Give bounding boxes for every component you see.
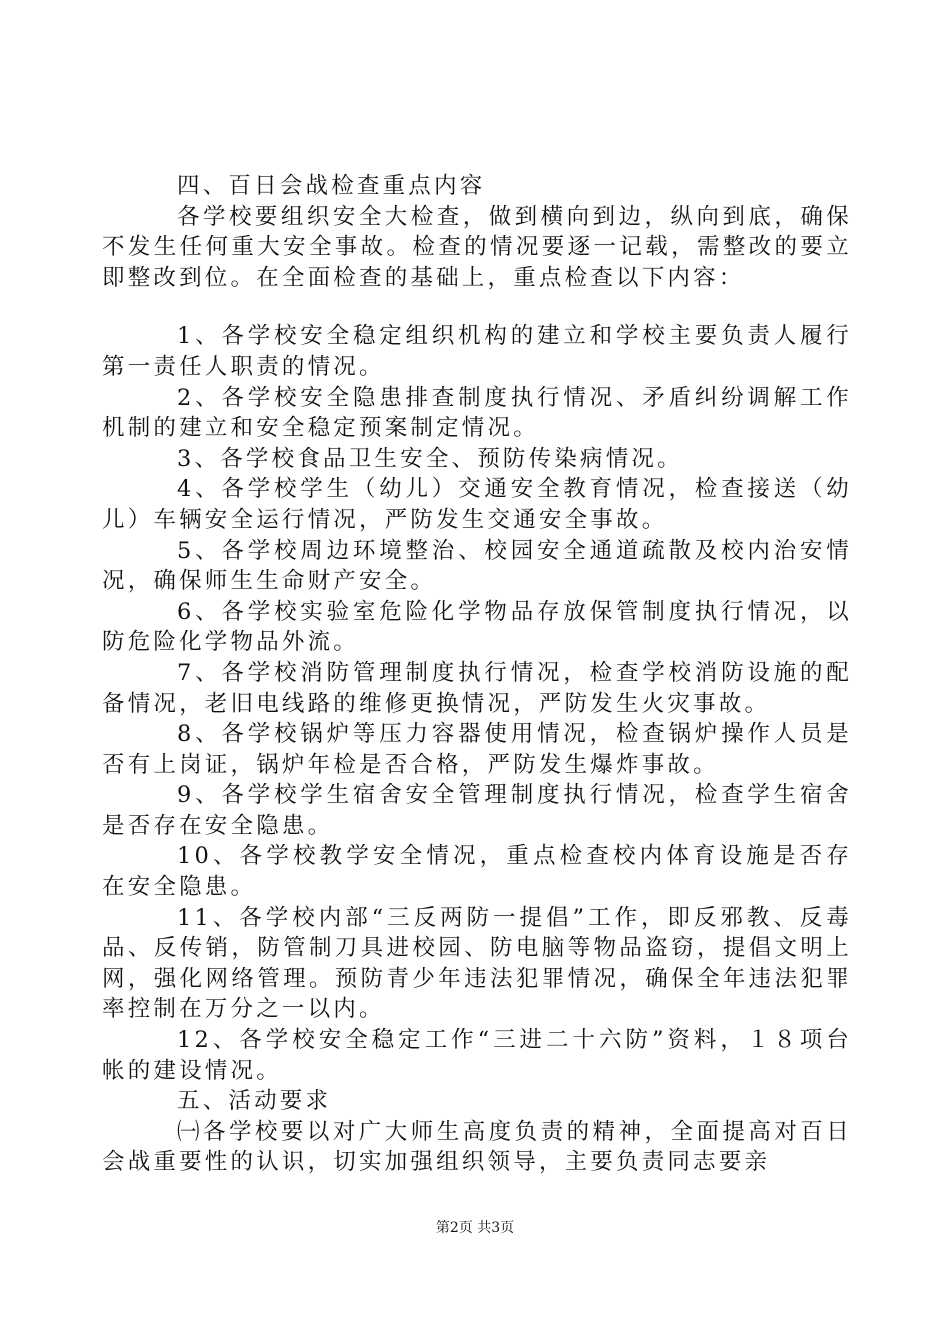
list-item-7: 7、各学校消防管理制度执行情况，检查学校消防设施的配备情况，老旧电线路的维修更换情况，严防发生火灾事故。 (102, 659, 852, 717)
list-item-6: 6、各学校实验室危险化学物品存放保管制度执行情况，以防危险化学物品外流。 (102, 598, 852, 656)
list-item-9: 9、各学校学生宿舍安全管理制度执行情况，检查学生宿舍是否存在安全隐患。 (102, 782, 852, 839)
list-item-1: 1、各学校安全稳定组织机构的建立和学校主要负责人履行第一责任人职责的情况。 (102, 323, 852, 380)
section-heading-4: 四、百日会战检查重点内容 (177, 173, 486, 199)
list-item-8: 8、各学校锅炉等压力容器使用情况，检查锅炉操作人员是否有上岗证，锅炉年检是否合格，严防发生爆炸事故。 (102, 721, 852, 778)
list-item-5: 5、各学校周边环境整治、校园安全通道疏散及校内治安情况，确保师生生命财产安全。 (102, 537, 852, 595)
list-item-2: 2、各学校安全隐患排查制度执行情况、矛盾纠纷调解工作机制的建立和安全稳定预案制定情况。 (102, 384, 852, 442)
list-item-10: 10、各学校教学安全情况，重点检查校内体育设施是否存在安全隐患。 (102, 843, 852, 901)
list-item-4: 4、各学校学生（幼儿）交通安全教育情况，检查接送（幼儿）车辆安全运行情况，严防发生交通安全事故。 (102, 476, 852, 533)
requirement-item-1: ㈠各学校要以对广大师生高度负责的精神，全面提高对百日会战重要性的认识，切实加强组织领导，主要负责同志要亲 (102, 1118, 852, 1176)
list-item-11: 11、各学校内部“三反两防一提倡”工作，即反邪教、反毒品、反传销，防管制刀具进校园、防电脑等物品盗窃，提倡文明上网，强化网络管理。预防青少年违法犯罪情况，确保全年违法犯罪率控制在万分之一以内。 (102, 904, 852, 1023)
paragraph-intro: 各学校要组织安全大检查，做到横向到边，纵向到底，确保不发生任何重大安全事故。检查的情况要逐一记载，需整改的要立即整改到位。在全面检查的基础上，重点检查以下内容： (102, 203, 852, 291)
section-heading-5: 五、活动要求 (177, 1088, 332, 1115)
list-item-3: 3、各学校食品卫生安全、预防传染病情况。 (177, 445, 683, 472)
page-footer: 第2页 共3页 (435, 1220, 515, 1236)
document-body (102, 171, 852, 1178)
list-item-12: 12、各学校安全稳定工作“三进二十六防”资料，１８项台帐的建设情况。 (102, 1027, 852, 1084)
